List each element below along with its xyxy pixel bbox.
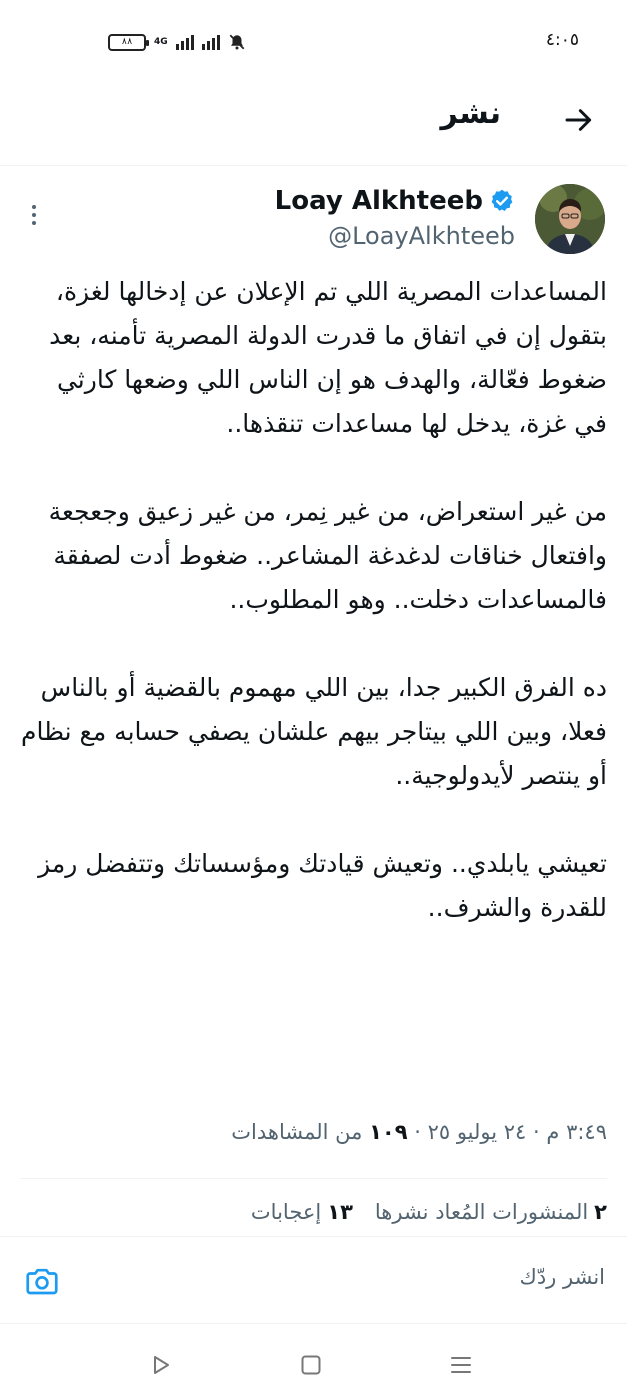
tweet-paragraph: ده الفرق الكبير جدا، بين اللي مهموم بالقضية أو بالناس فعلا، وبين اللي بيتاجر بيهم علشان يصفي حسابه مع نظام أو ينتصر لأيدولوجية..	[21, 673, 607, 790]
top-app-bar	[0, 84, 627, 166]
dot-icon	[32, 213, 36, 217]
arrow-right-icon	[563, 104, 595, 136]
verified-badge-icon	[489, 188, 515, 214]
nav-recents-button[interactable]	[446, 1350, 476, 1380]
avatar-image	[535, 184, 605, 254]
avatar[interactable]	[535, 184, 605, 254]
tweet-stats	[251, 1200, 607, 1224]
square-home-icon	[299, 1353, 323, 1377]
mute-bell-icon	[228, 33, 246, 51]
page-title: نشر	[440, 96, 501, 131]
reposts-stat[interactable]	[375, 1200, 607, 1224]
dot-icon	[32, 221, 36, 225]
system-nav-bar	[0, 1330, 627, 1400]
likes-stat[interactable]	[251, 1200, 353, 1224]
tweet-paragraph: المساعدات المصرية اللي تم الإعلان عن إدخالها لغزة، بتقول إن في اتفاق ما قدرت الدولة المصرية تأمنه، بعد ضغوط فعّالة، والهدف هو إن الناس اللي وضعها كارثي في غزة، يدخل لها مساعدات تنقذها..	[49, 277, 607, 438]
views-label: من المشاهدات	[231, 1120, 363, 1144]
status-time: ٤:٠٥	[545, 30, 579, 50]
author-name[interactable]: Loay Alkhteeb	[274, 186, 483, 216]
tweet-paragraph: من غير استعراض، من غير نِمر، من غير زعيق وجعجعة وافتعال خناقات لدغدغة المشاعر.. ضغوط أدت لصفقة فالمساعدات دخلت.. وهو المطلوب..	[48, 497, 607, 614]
camera-icon	[24, 1263, 60, 1299]
status-icons	[108, 30, 246, 54]
tweet-meta: ٣:٤٩ م · ٢٤ يوليو ٢٥ · ١٠٩ من المشاهدات	[231, 1120, 607, 1144]
tweet-time[interactable]: ٣:٤٩ م	[546, 1120, 607, 1144]
tweet-paragraph: تعيشي يابلدي.. وتعيش قيادتك ومؤسساتك وتتفضل رمز للقدرة والشرف..	[38, 849, 607, 922]
battery-icon	[108, 34, 146, 51]
reposts-label: المنشورات المُعاد نشرها	[374, 1200, 589, 1224]
tweet-date[interactable]: ٢٤ يوليو ٢٥	[427, 1120, 527, 1144]
more-options-button[interactable]	[24, 200, 44, 230]
nav-back-button[interactable]	[146, 1350, 176, 1380]
reply-bar	[0, 1236, 627, 1324]
reposts-count: ٢	[594, 1200, 607, 1224]
network-type-icon: 4G	[154, 37, 168, 47]
likes-count: ١٣	[327, 1200, 353, 1224]
reply-input[interactable]: انشر ردّك	[519, 1265, 605, 1289]
status-bar	[0, 0, 627, 84]
signal-icon	[176, 34, 194, 50]
camera-button[interactable]	[24, 1263, 60, 1299]
author-name-row[interactable]	[275, 186, 515, 216]
dot-icon	[32, 205, 36, 209]
triangle-back-icon	[149, 1353, 173, 1377]
battery-level: ٨٨	[121, 37, 133, 47]
views-count: ١٠٩	[369, 1120, 408, 1144]
author-handle[interactable]: @LoayAlkhteeb	[328, 222, 515, 250]
back-button[interactable]	[561, 102, 597, 138]
tweet-text	[17, 270, 607, 930]
divider	[20, 1178, 607, 1179]
signal-2-icon	[202, 34, 220, 50]
likes-label: إعجابات	[250, 1200, 322, 1224]
nav-home-button[interactable]	[296, 1350, 326, 1380]
menu-lines-icon	[449, 1353, 473, 1377]
